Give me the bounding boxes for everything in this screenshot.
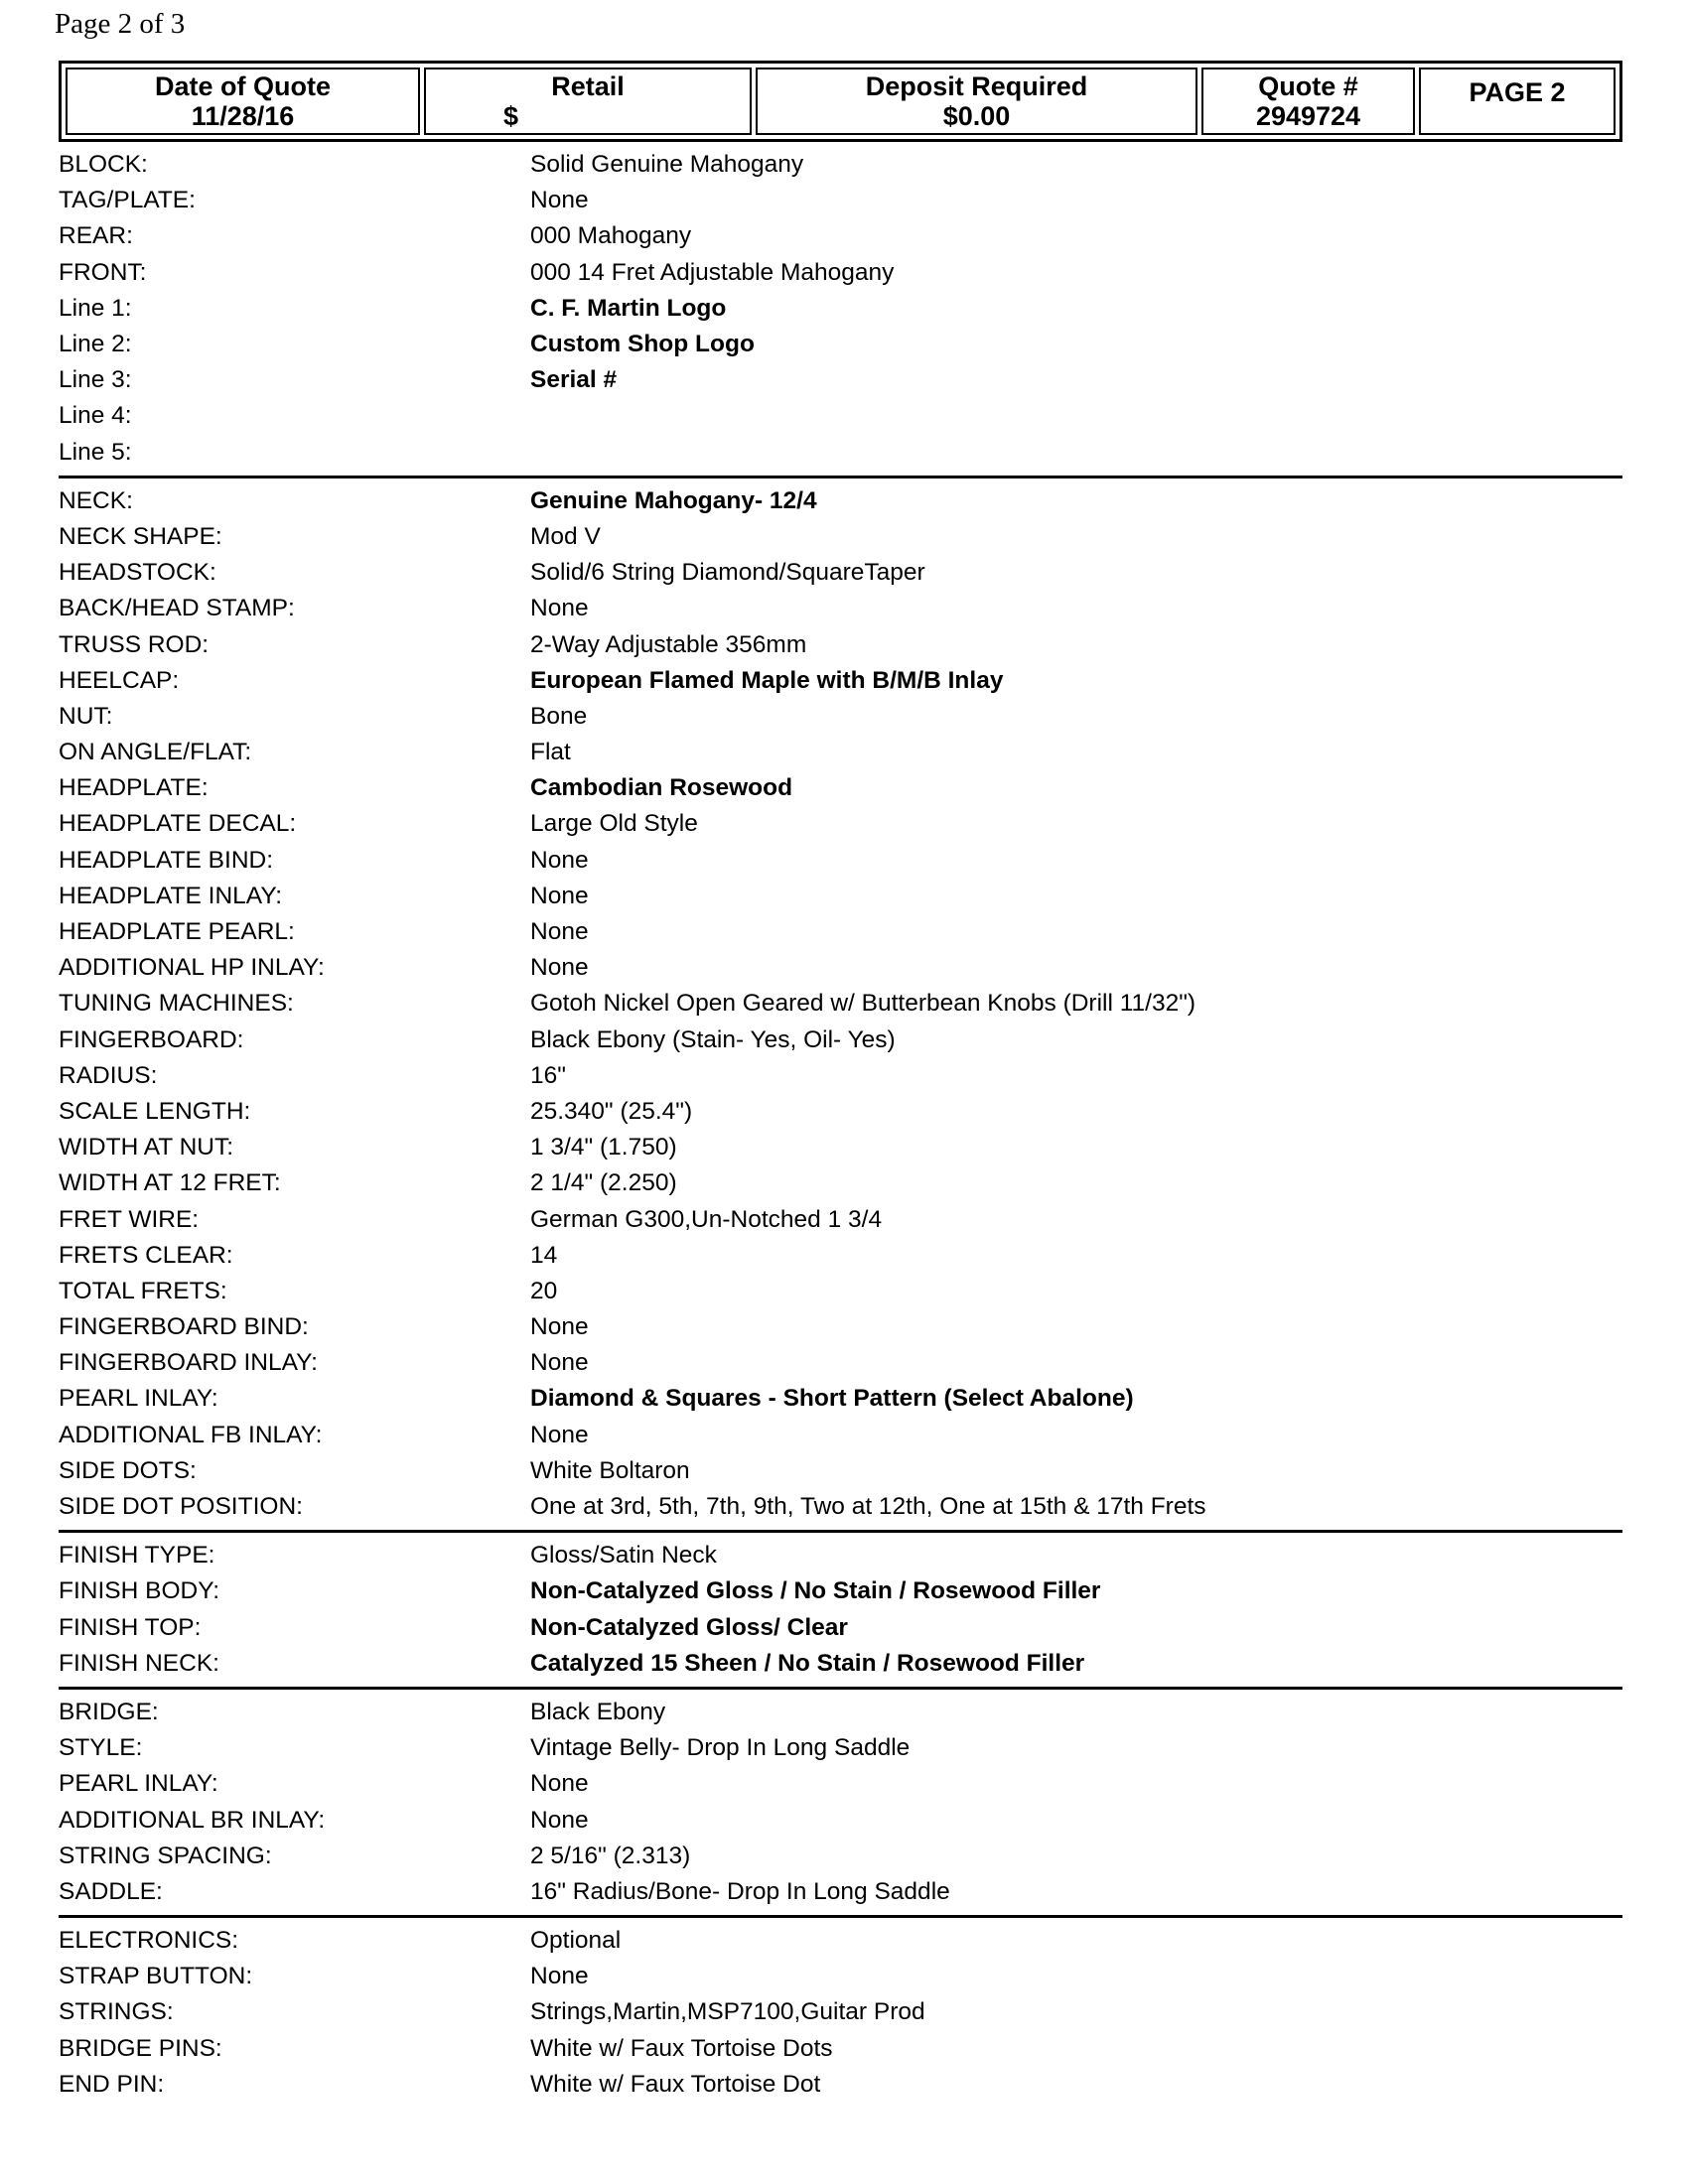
spec-value: Black Ebony (Stain- Yes, Oil- Yes): [530, 1025, 896, 1053]
spec-row: [59, 218, 1622, 254]
spec-value: Solid Genuine Mahogany: [530, 151, 804, 179]
spec-value: None: [530, 1963, 589, 1990]
spec-label: HEADPLATE DECAL:: [59, 810, 297, 838]
spec-label: HEADSTOCK:: [59, 559, 216, 587]
spec-row: [59, 950, 1622, 986]
spec-label: STYLE:: [59, 1734, 143, 1762]
spec-label: PEARL INLAY:: [59, 1385, 218, 1413]
spec-value: Cambodian Rosewood: [530, 774, 793, 802]
spec-row: [59, 1538, 1622, 1573]
spec-row: [59, 255, 1622, 291]
spec-value: 16": [530, 1061, 566, 1089]
spec-row: [59, 2067, 1622, 2103]
spec-row: [59, 1238, 1622, 1274]
spec-value: 000 Mahogany: [530, 222, 692, 250]
spec-value: Genuine Mahogany- 12/4: [530, 486, 817, 514]
spec-row: [59, 1274, 1622, 1309]
spec-value: None: [530, 1421, 589, 1448]
spec-value: European Flamed Maple with B/M/B Inlay: [530, 666, 1004, 694]
spec-value: None: [530, 1349, 589, 1377]
spec-label: ELECTRONICS:: [59, 1927, 239, 1955]
spec-label: STRAP BUTTON:: [59, 1963, 253, 1990]
spec-value: 000 14 Fret Adjustable Mahogany: [530, 258, 895, 286]
spec-row: [59, 1766, 1622, 1802]
spec-label: END PIN:: [59, 2070, 165, 2098]
spec-row: [59, 806, 1622, 842]
date-of-quote-value: 11/28/16: [191, 101, 295, 131]
spec-section: [59, 1695, 1622, 1918]
spec-row: [59, 914, 1622, 950]
spec-row: [59, 1573, 1622, 1609]
spec-label: Line 5:: [59, 438, 132, 466]
spec-value: One at 3rd, 5th, 7th, 9th, Two at 12th, One at 15th & 17th Frets: [530, 1493, 1206, 1521]
spec-section: [59, 147, 1622, 478]
spec-row: [59, 1839, 1622, 1874]
spec-value: None: [530, 1770, 589, 1798]
spec-value: 1 3/4" (1.750): [530, 1134, 677, 1161]
spec-row: [59, 1923, 1622, 1959]
spec-row: [59, 1994, 1622, 2030]
spec-label: BRIDGE PINS:: [59, 2034, 222, 2062]
retail-label: Retail: [551, 71, 625, 101]
spec-row: [59, 483, 1622, 519]
spec-label: NECK:: [59, 486, 133, 514]
spec-value: Solid/6 String Diamond/SquareTaper: [530, 559, 925, 587]
spec-row: [59, 735, 1622, 770]
spec-row: [59, 1489, 1622, 1525]
spec-value: Serial #: [530, 366, 618, 394]
spec-row: [59, 626, 1622, 662]
spec-label: FINGERBOARD:: [59, 1025, 244, 1053]
spec-label: TOTAL FRETS:: [59, 1277, 227, 1304]
spec-section: [59, 1538, 1622, 1690]
page-number-label: Page 2 of 3: [55, 8, 186, 40]
spec-row: [59, 1094, 1622, 1130]
spec-label: SCALE LENGTH:: [59, 1097, 251, 1125]
spec-label: Line 4:: [59, 402, 132, 430]
spec-value: None: [530, 595, 589, 622]
spec-row: [59, 327, 1622, 362]
spec-label: WIDTH AT NUT:: [59, 1134, 234, 1161]
page-box-cell: [1419, 68, 1616, 135]
spec-row: [59, 183, 1622, 218]
spec-label: HEELCAP:: [59, 666, 180, 694]
spec-value: None: [530, 918, 589, 946]
spec-value: None: [530, 187, 589, 214]
spec-label: HEADPLATE PEARL:: [59, 918, 295, 946]
spec-row: [59, 1646, 1622, 1682]
spec-value: Vintage Belly- Drop In Long Saddle: [530, 1734, 911, 1762]
spec-value: Black Ebony: [530, 1698, 666, 1725]
spec-label: FINGERBOARD INLAY:: [59, 1349, 318, 1377]
spec-row: [59, 1201, 1622, 1237]
spec-value: None: [530, 1313, 589, 1341]
spec-row: [59, 435, 1622, 471]
spec-value: Flat: [530, 739, 571, 766]
spec-row: [59, 1309, 1622, 1345]
quote-number-value: 2949724: [1255, 101, 1361, 131]
spec-row: [59, 986, 1622, 1022]
spec-value: 2-Way Adjustable 356mm: [530, 630, 807, 658]
spec-value: Gotoh Nickel Open Geared w/ Butterbean Knobs (Drill 11/32"): [530, 990, 1196, 1018]
spec-value: None: [530, 846, 589, 874]
spec-label: PEARL INLAY:: [59, 1770, 218, 1798]
spec-value: 16" Radius/Bone- Drop In Long Saddle: [530, 1877, 950, 1905]
spec-value: C. F. Martin Logo: [530, 294, 727, 322]
spec-value: Diamond & Squares - Short Pattern (Select Abalone): [530, 1385, 1134, 1413]
spec-value: Large Old Style: [530, 810, 698, 838]
spec-label: FINGERBOARD BIND:: [59, 1313, 309, 1341]
spec-section: [59, 483, 1622, 1533]
spec-row: [59, 1959, 1622, 1994]
spec-row: [59, 291, 1622, 327]
spec-row: [59, 362, 1622, 398]
spec-row: [59, 1730, 1622, 1766]
spec-label: NUT:: [59, 702, 113, 730]
quote-header-box: [59, 61, 1622, 142]
spec-row: [59, 147, 1622, 183]
spec-label: TRUSS ROD:: [59, 630, 210, 658]
spec-row: [59, 1695, 1622, 1730]
spec-value: 2 5/16" (2.313): [530, 1842, 691, 1869]
spec-row: [59, 2031, 1622, 2067]
spec-value: 14: [530, 1241, 558, 1269]
spec-label: BRIDGE:: [59, 1698, 159, 1725]
spec-label: ON ANGLE/FLAT:: [59, 739, 252, 766]
spec-row: [59, 1381, 1622, 1417]
spec-row: [59, 663, 1622, 699]
spec-row: [59, 1610, 1622, 1646]
spec-label: SADDLE:: [59, 1877, 163, 1905]
spec-label: HEADPLATE:: [59, 774, 209, 802]
spec-value: None: [530, 882, 589, 909]
spec-row: [59, 1023, 1622, 1058]
spec-label: ADDITIONAL BR INLAY:: [59, 1806, 326, 1834]
spec-label: FRETS CLEAR:: [59, 1241, 233, 1269]
spec-label: FRONT:: [59, 258, 147, 286]
spec-value: 25.340" (25.4"): [530, 1097, 693, 1125]
spec-value: 2 1/4" (2.250): [530, 1169, 677, 1197]
spec-value: White Boltaron: [530, 1456, 690, 1484]
spec-value: Optional: [530, 1927, 622, 1955]
spec-sections: [59, 147, 1622, 2113]
spec-label: Line 2:: [59, 331, 132, 358]
quote-number-label: Quote #: [1258, 71, 1358, 101]
spec-label: WIDTH AT 12 FRET:: [59, 1169, 281, 1197]
date-of-quote-cell: [66, 68, 420, 135]
spec-label: REAR:: [59, 222, 133, 250]
spec-row: [59, 591, 1622, 626]
spec-value: Strings,Martin,MSP7100,Guitar Prod: [530, 1998, 925, 2026]
spec-label: FINISH BODY:: [59, 1577, 220, 1605]
quote-number-cell: [1201, 68, 1415, 135]
spec-label: ADDITIONAL FB INLAY:: [59, 1421, 323, 1448]
spec-label: SIDE DOT POSITION:: [59, 1493, 303, 1521]
spec-label: FRET WIRE:: [59, 1205, 200, 1233]
spec-row: [59, 699, 1622, 735]
spec-label: ADDITIONAL HP INLAY:: [59, 954, 325, 982]
spec-row: [59, 1345, 1622, 1381]
spec-row: [59, 1802, 1622, 1838]
spec-label: NECK SHAPE:: [59, 522, 222, 550]
spec-label: FINISH TYPE:: [59, 1542, 215, 1570]
spec-row: [59, 555, 1622, 591]
spec-value: White w/ Faux Tortoise Dot: [530, 2070, 821, 2098]
spec-row: [59, 1453, 1622, 1489]
spec-row: [59, 1418, 1622, 1453]
spec-value: 20: [530, 1277, 558, 1304]
spec-value: Non-Catalyzed Gloss/ Clear: [530, 1613, 848, 1641]
spec-label: FINISH TOP:: [59, 1613, 202, 1641]
deposit-required-value: $0.00: [942, 101, 1011, 131]
spec-value: Bone: [530, 702, 588, 730]
spec-value: Mod V: [530, 522, 601, 550]
spec-value: Non-Catalyzed Gloss / No Stain / Rosewood Filler: [530, 1577, 1101, 1605]
spec-value: None: [530, 954, 589, 982]
deposit-required-cell: [756, 68, 1197, 135]
spec-row: [59, 1058, 1622, 1094]
retail-cell: [424, 68, 752, 135]
spec-label: FINISH NECK:: [59, 1649, 219, 1677]
spec-row: [59, 879, 1622, 914]
spec-row: [59, 1130, 1622, 1165]
spec-row: [59, 1874, 1622, 1910]
spec-label: Line 3:: [59, 366, 132, 394]
spec-label: HEADPLATE BIND:: [59, 846, 274, 874]
spec-value: Gloss/Satin Neck: [530, 1542, 717, 1570]
spec-row: [59, 843, 1622, 879]
spec-row: [59, 770, 1622, 806]
spec-value: German G300,Un-Notched 1 3/4: [530, 1205, 883, 1233]
deposit-required-label: Deposit Required: [865, 71, 1088, 101]
spec-label: STRINGS:: [59, 1998, 174, 2026]
spec-label: STRING SPACING:: [59, 1842, 272, 1869]
spec-value: Catalyzed 15 Sheen / No Stain / Rosewood Filler: [530, 1649, 1085, 1677]
spec-label: SIDE DOTS:: [59, 1456, 197, 1484]
spec-label: Line 1:: [59, 294, 132, 322]
spec-value: None: [530, 1806, 589, 1834]
spec-label: BACK/HEAD STAMP:: [59, 595, 295, 622]
spec-label: RADIUS:: [59, 1061, 158, 1089]
spec-row: [59, 1165, 1622, 1201]
spec-label: HEADPLATE INLAY:: [59, 882, 283, 909]
retail-value: $: [503, 101, 519, 131]
spec-label: TUNING MACHINES:: [59, 990, 294, 1018]
spec-row: [59, 519, 1622, 555]
spec-value: White w/ Faux Tortoise Dots: [530, 2034, 833, 2062]
spec-label: TAG/PLATE:: [59, 187, 196, 214]
page-box-label: PAGE 2: [1469, 77, 1566, 107]
spec-section: [59, 1923, 1622, 2108]
spec-row: [59, 398, 1622, 434]
spec-label: BLOCK:: [59, 151, 148, 179]
date-of-quote-label: Date of Quote: [154, 71, 331, 101]
spec-value: Custom Shop Logo: [530, 331, 755, 358]
